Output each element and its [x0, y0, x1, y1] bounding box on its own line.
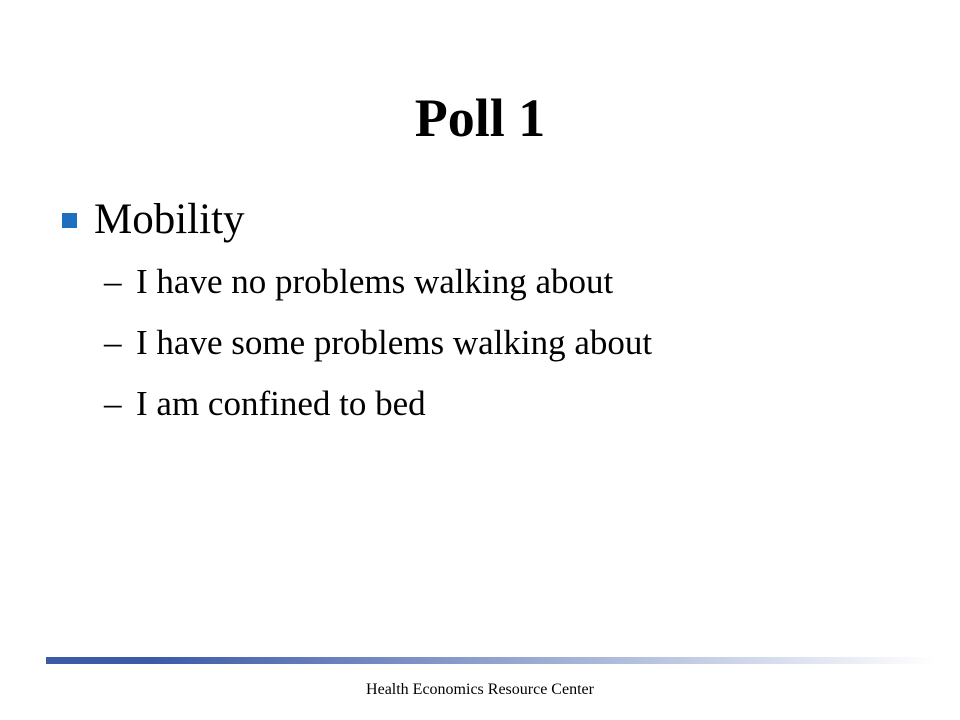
bullet-heading: Mobility	[94, 196, 245, 243]
sub-bullet-text: I have no problems walking about	[136, 262, 614, 301]
sub-bullet-list	[60, 256, 920, 439]
sub-bullet-item	[60, 317, 920, 378]
dash-bullet-icon: –	[104, 262, 122, 301]
dash-bullet-icon: –	[104, 384, 122, 423]
square-bullet-icon	[62, 213, 77, 228]
bullet-list	[60, 190, 920, 439]
footer-gradient-rule	[46, 657, 936, 664]
sub-bullet-text: I have some problems walking about	[136, 323, 653, 362]
sub-bullet-text: I am confined to bed	[136, 384, 426, 423]
sub-bullet-item	[60, 378, 920, 439]
bullet-item-mobility	[60, 190, 920, 254]
footer-text: Health Economics Resource Center	[366, 681, 594, 698]
dash-bullet-icon: –	[104, 323, 122, 362]
sub-bullet-item	[60, 256, 920, 317]
slide-title: Poll 1	[414, 88, 546, 148]
